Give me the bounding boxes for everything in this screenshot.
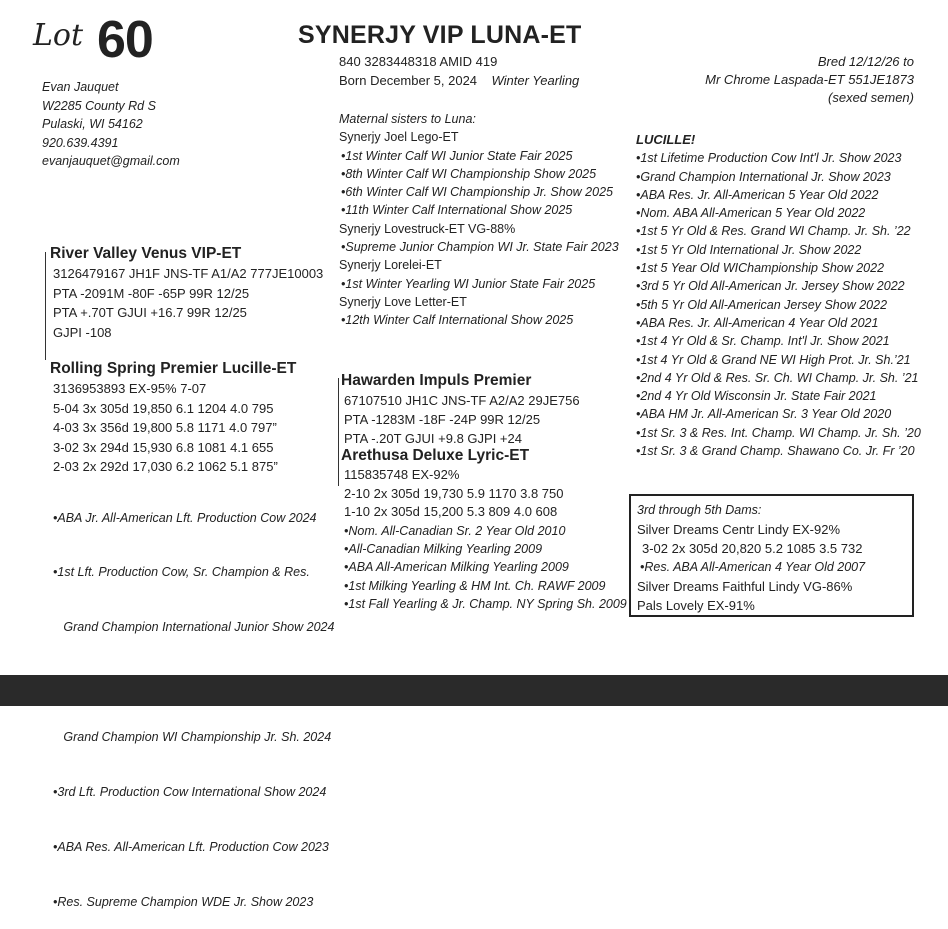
owner-address: W2285 County Rd S [42, 98, 156, 113]
lucille-award: •1st 5 Yr Old International Jr. Show 2022 [636, 242, 862, 257]
lucille-award: •2nd 4 Yr Old Wisconsin Jr. State Fair 2021 [636, 389, 877, 404]
dam-award: •3rd Lft. Production Cow International Show 2024 [53, 785, 327, 800]
sister-note: •1st Winter Calf WI Junior State Fair 2025 [341, 148, 573, 163]
granddam-record: 2-10 2x 305d 19,730 5.9 1170 3.8 750 [344, 485, 564, 501]
dam-award: •ABA Jr. All-American Lft. Production Cow 2024 [53, 510, 317, 525]
bred-info [705, 53, 914, 107]
lucille-award: •ABA Res. Jr. All-American 4 Year Old 2021 [636, 315, 879, 330]
sister-note: •Supreme Junior Champion WI Jr. State Fair 2023 [341, 240, 619, 255]
lucille-award: •Nom. ABA All-American 5 Year Old 2022 [636, 206, 866, 221]
dam-award: •ABA Res. All-American Lft. Production Cow 2023 [53, 839, 329, 854]
owner-city: Pulaski, WI 54162 [42, 117, 143, 131]
lucille-heading: LUCILLE! [636, 132, 696, 147]
lucille-award: •1st Sr. 3 & Res. Int. Champ. WI Champ. Jr. Sh. ’20 [636, 425, 921, 440]
granddam-award: •1st Fall Yearling & Jr. Champ. NY Spring Sh. 2009 [344, 596, 627, 611]
dam-id: 3136953893 EX-95% 7-07 [53, 381, 207, 396]
sire-name: River Valley Venus VIP-ET [50, 245, 242, 262]
lucille-award: •1st 5 Yr Old & Res. Grand WI Champ. Jr. Sh. ’22 [636, 224, 911, 239]
lucille-award: •ABA HM Jr. All-American Sr. 3 Year Old 2020 [636, 407, 892, 422]
lot-label: Lot [33, 18, 84, 53]
owner-email: evanjauquet@gmail.com [42, 154, 180, 168]
owner-phone: 920.639.4391 [42, 135, 119, 150]
lot-number: 60 [97, 11, 153, 69]
sister-name: Synerjy Joel Lego-ET [339, 130, 459, 145]
dam-entry-name: Silver Dreams Centr Lindy EX-92% [637, 522, 841, 537]
sister-name: Synerjy Lovestruck-ET VG-88% [339, 221, 516, 236]
pedigree-line [338, 378, 339, 486]
mgs-name: Hawarden Impuls Premier [341, 372, 532, 389]
dam-record: 5-04 3x 305d 19,850 6.1 1204 4.0 795 [53, 400, 274, 416]
owner-name: Evan Jauquet [42, 80, 119, 94]
sire-line: PTA +.70T GJUI +16.7 99R 12/25 [53, 305, 247, 320]
granddam-info [344, 466, 564, 522]
maternal-sisters [339, 110, 619, 330]
mgs-line: PTA -1283M -18F -24P 99R 12/25 [344, 412, 541, 427]
granddam-name: Arethusa Deluxe Lyric-ET [341, 447, 530, 464]
granddam-award: •All-Canadian Milking Yearling 2009 [344, 542, 543, 557]
lucille-award: •5th 5 Yr Old All-American Jersey Show 2022 [636, 297, 888, 312]
dam-entry-name: Pals Lovely EX-91% [637, 598, 755, 613]
dam-info [53, 379, 278, 477]
sister-note: •11th Winter Calf International Show 2025 [341, 203, 573, 218]
lucille-awards [636, 131, 921, 460]
sister-note: •1st Winter Yearling WI Junior State Fair 2025 [341, 276, 596, 291]
lucille-award: •1st 4 Yr Old & Sr. Champ. Int'l Jr. Show 2021 [636, 334, 890, 349]
sire-line: PTA -2091M -80F -65P 99R 12/25 [53, 285, 250, 301]
birth-line [339, 73, 579, 88]
mgs-line: PTA -.20T GJUI +9.8 GJPI +24 [344, 431, 522, 446]
dam-award: Grand Champion International Junior Show 2024 [53, 620, 335, 635]
granddam-record: 1-10 2x 305d 15,200 5.3 809 4.0 608 [344, 504, 558, 519]
bred-line: Bred 12/12/26 to [817, 54, 914, 69]
lucille-award: •1st 4 Yr Old & Grand NE WI High Prot. Jr. Sh.’21 [636, 352, 911, 367]
granddam-award: •1st Milking Yearling & HM Int. Ch. RAWF 2009 [344, 578, 606, 593]
granddam-award: •ABA All-American Milking Yearling 2009 [344, 560, 569, 575]
sister-name: Synerjy Lorelei-ET [339, 258, 442, 273]
dam-entry-name: Silver Dreams Faithful Lindy VG-86% [637, 579, 853, 594]
dams-box-heading: 3rd through 5th Dams: [637, 503, 762, 517]
dam-record: 4-03 3x 356d 19,800 5.8 1171 4.0 797” [53, 420, 277, 435]
dam-entry-award: •Res. ABA All-American 4 Year Old 2007 [640, 560, 866, 574]
sire-info [53, 264, 323, 342]
lucille-award: •1st Lifetime Production Cow Int'l Jr. Show 2023 [636, 151, 902, 166]
granddam-award: •Nom. All-Canadian Sr. 2 Year Old 2010 [344, 524, 566, 538]
sister-note: •6th Winter Calf WI Championship Jr. Show 2025 [341, 185, 613, 200]
bred-line: Mr Chrome Laspada-ET 551JE1873 [705, 72, 914, 87]
dam-record: 3-02 3x 294d 15,930 6.8 1081 4.1 655 [53, 439, 274, 455]
owner-info [42, 78, 180, 171]
mgs-line: 67107510 JH1C JNS-TF A2/A2 29JE756 [344, 393, 580, 408]
granddam-id: 115835748 EX-92% [344, 467, 460, 482]
sister-note: •8th Winter Calf WI Championship Show 2025 [341, 166, 597, 181]
lucille-award: •Grand Champion International Jr. Show 2023 [636, 169, 891, 184]
lucille-award: •1st 5 Year Old WIChampionship Show 2022 [636, 261, 885, 276]
registration-line: 840 3283448318 AMID 419 [339, 54, 498, 69]
sire-line: GJPI -108 [53, 324, 112, 340]
lucille-award: •ABA Res. Jr. All-American 5 Year Old 2022 [636, 187, 879, 202]
footer-bar [0, 675, 948, 706]
bred-line: (sexed semen) [828, 90, 914, 105]
maternal-heading: Maternal sisters to Luna: [339, 112, 476, 126]
dam-entry-record: 3-02 2x 305d 20,820 5.2 1085 3.5 732 [642, 541, 863, 556]
lucille-award: •1st Sr. 3 & Grand Champ. Shawano Co. Jr. Fr ’20 [636, 444, 915, 459]
lucille-award: •3rd 5 Yr Old All-American Jr. Jersey Show 2022 [636, 279, 905, 294]
granddam-awards [344, 522, 627, 613]
mgs-info [344, 391, 580, 448]
sister-note: •12th Winter Calf International Show 2025 [341, 313, 574, 328]
pedigree-line [45, 252, 46, 360]
dam-award: Grand Champion WI Championship Jr. Sh. 2024 [53, 730, 332, 745]
animal-title: SYNERJY VIP LUNA-ET [298, 21, 582, 49]
sister-name: Synerjy Love Letter-ET [339, 294, 467, 309]
dam-name: Rolling Spring Premier Lucille-ET [50, 360, 297, 377]
lucille-award: •2nd 4 Yr Old & Res. Sr. Ch. WI Champ. Jr. Sh. ’21 [636, 370, 919, 385]
dam-award: •Res. Supreme Champion WDE Jr. Show 2023 [53, 894, 314, 909]
dam-award: •1st Lft. Production Cow, Sr. Champion & Res. [53, 565, 310, 580]
sire-line: 3126479167 JH1F JNS-TF A1/A2 777JE10003 [53, 266, 324, 281]
birth-date: Born December 5, 2024 [339, 73, 478, 88]
birth-class: Winter Yearling [491, 73, 580, 88]
dams-box-content [637, 501, 865, 615]
dam-record: 2-03 2x 292d 17,030 6.2 1062 5.1 875” [53, 459, 278, 474]
